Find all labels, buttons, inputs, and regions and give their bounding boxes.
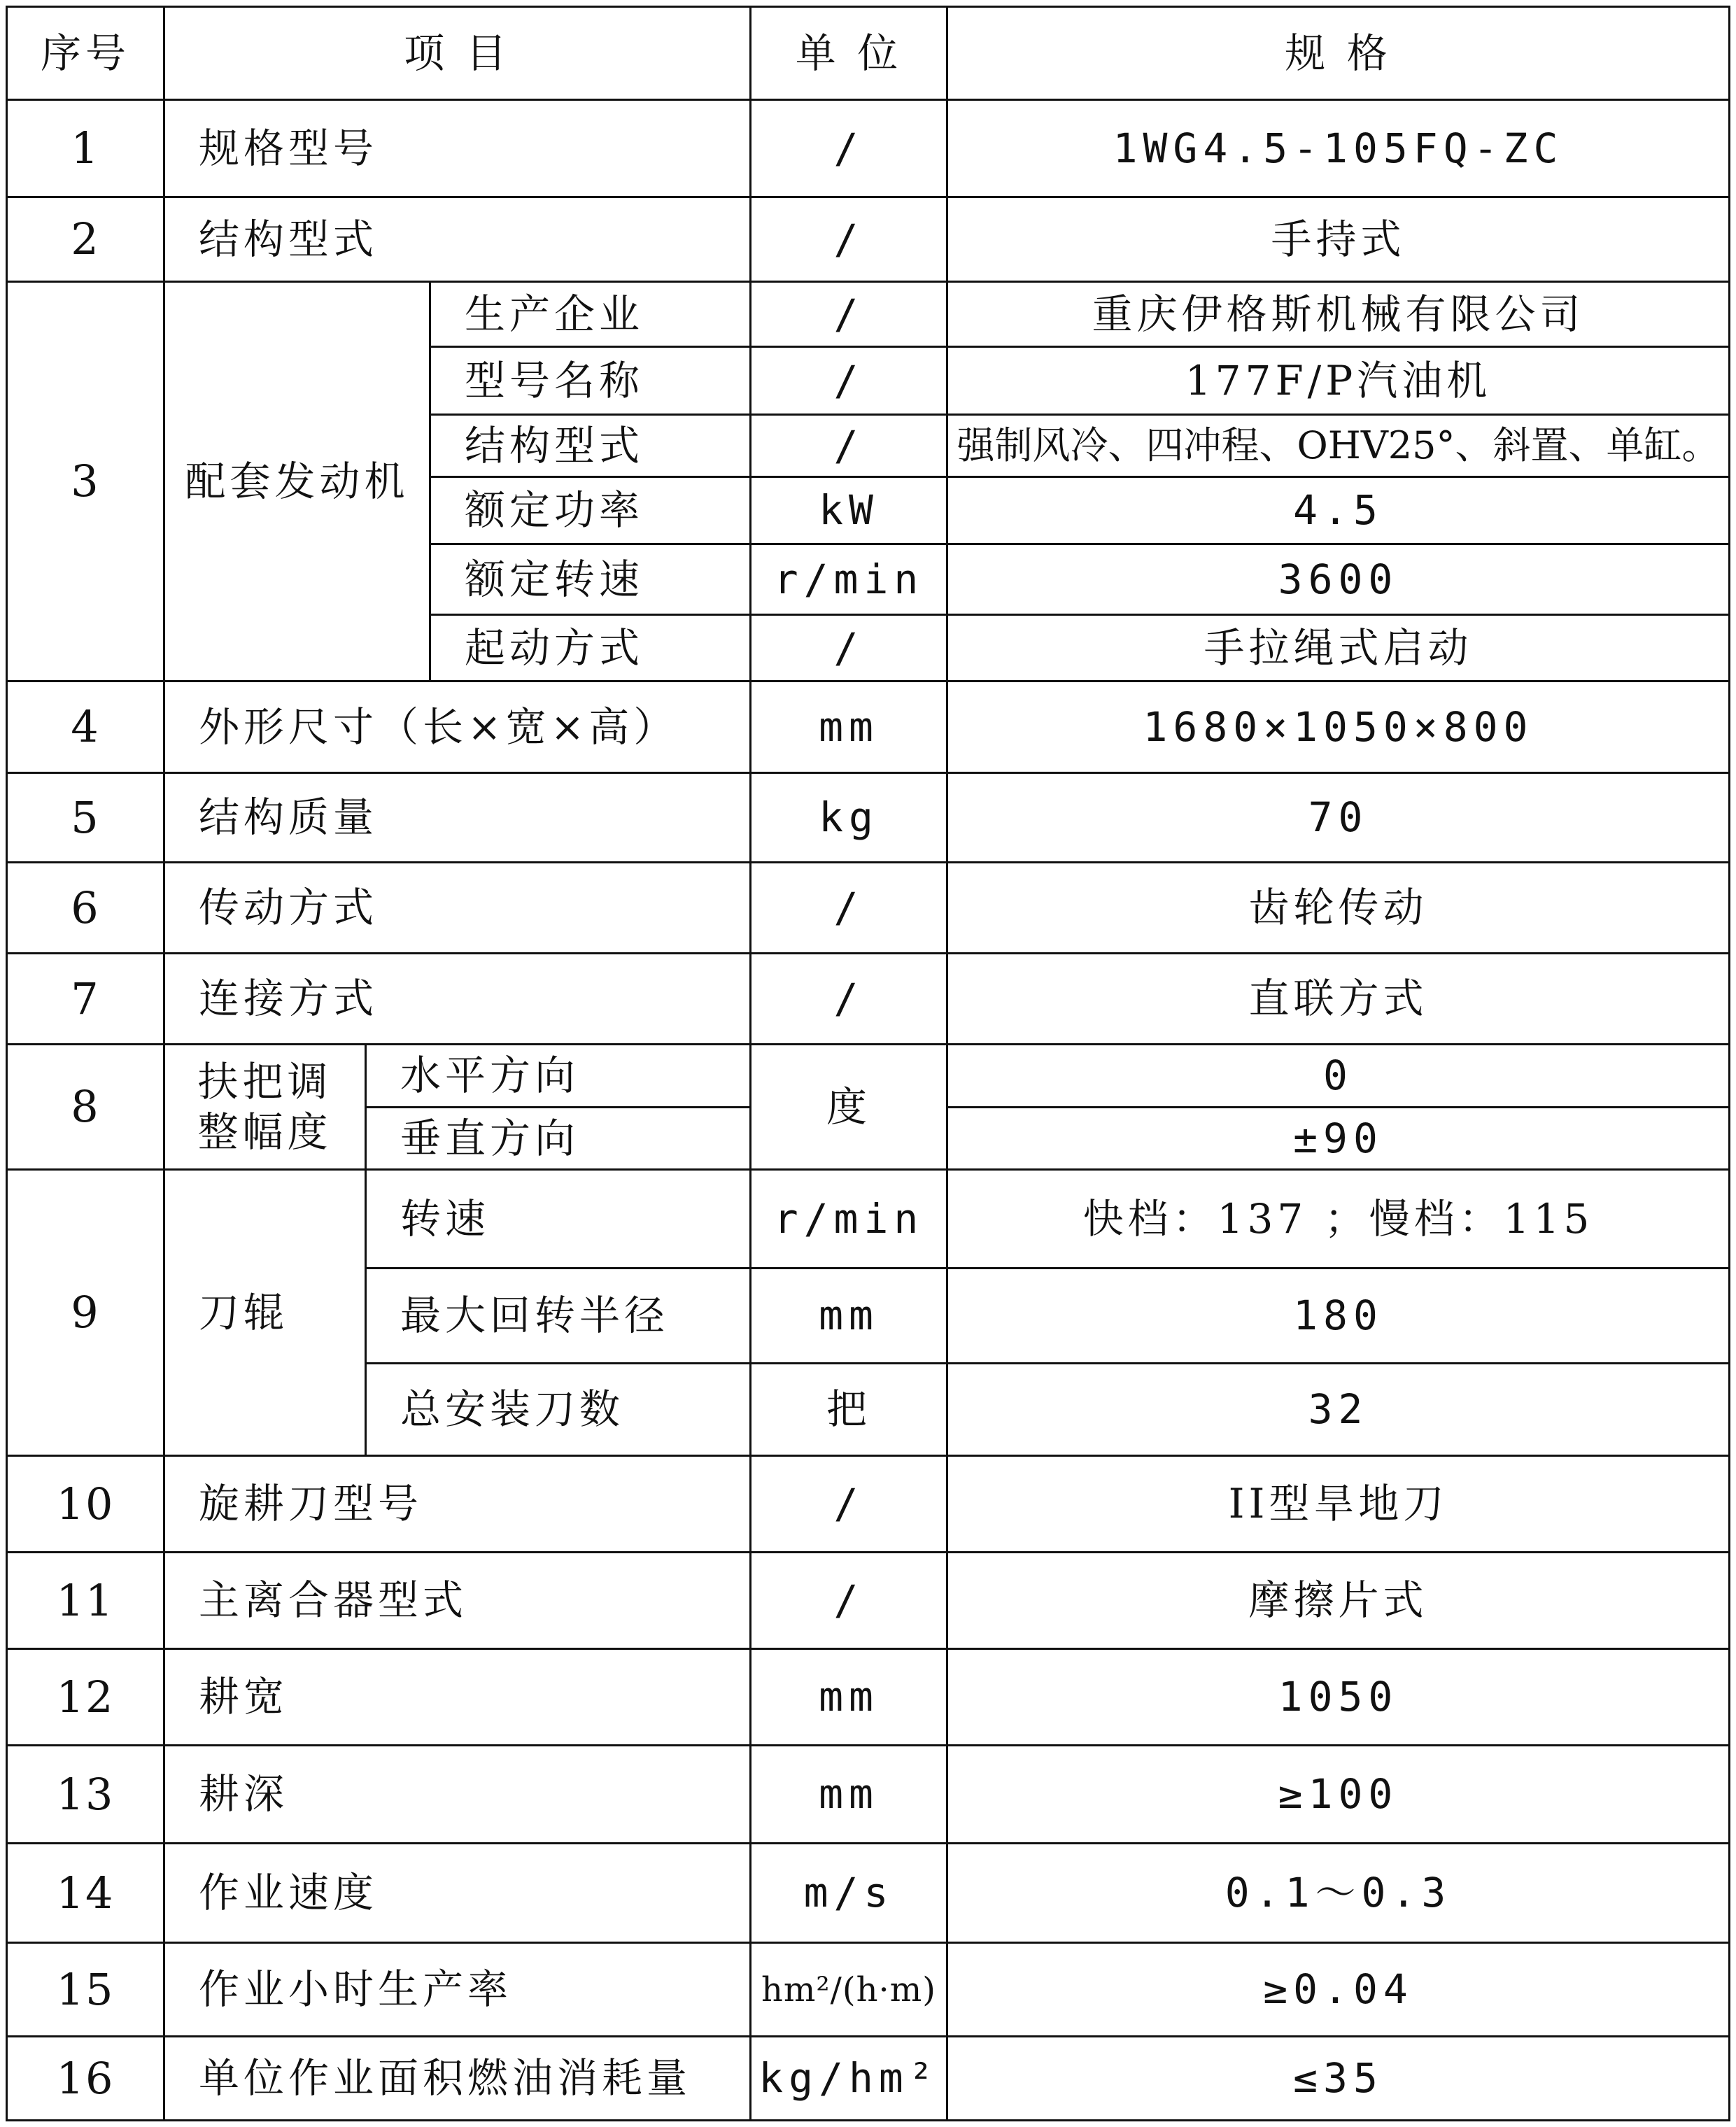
row-3-sub-3-spec: 强制风冷、四冲程、OHV25°、斜置、单缸。 bbox=[946, 414, 1730, 478]
row-1-item: 规格型号 bbox=[163, 99, 751, 198]
row-12-no: 12 bbox=[6, 1648, 165, 1746]
row-6-item: 传动方式 bbox=[163, 861, 751, 954]
row-1-no: 1 bbox=[6, 99, 165, 198]
row-13-no: 13 bbox=[6, 1744, 165, 1844]
row-5-spec: 70 bbox=[946, 772, 1730, 863]
row-13-spec: ≥100 bbox=[946, 1744, 1730, 1844]
row-5-item: 结构质量 bbox=[163, 772, 751, 863]
row-3-sub-6-unit: / bbox=[749, 614, 948, 682]
row-14-unit: m/s bbox=[749, 1842, 948, 1944]
row-3-sub-5-item: 额定转速 bbox=[429, 543, 751, 616]
header-item: 项 目 bbox=[163, 6, 751, 101]
row-3-sub-2-spec: 177F/P汽油机 bbox=[946, 346, 1730, 416]
row-4-unit: mm bbox=[749, 680, 948, 774]
row-12-item: 耕宽 bbox=[163, 1648, 751, 1746]
row-15-no: 15 bbox=[6, 1942, 165, 2037]
row-8-no: 8 bbox=[6, 1043, 165, 1171]
row-2-unit: / bbox=[749, 196, 948, 283]
row-8-sub-2-spec: ±90 bbox=[946, 1106, 1730, 1171]
row-3-sub-4-unit: kW bbox=[749, 476, 948, 545]
row-14-item: 作业速度 bbox=[163, 1842, 751, 1944]
row-3-sub-3-unit: / bbox=[749, 414, 948, 478]
row-11-unit: / bbox=[749, 1551, 948, 1650]
row-6-no: 6 bbox=[6, 861, 165, 954]
header-no: 序号 bbox=[6, 6, 165, 101]
row-1-spec: 1WG4.5-105FQ-ZC bbox=[946, 99, 1730, 198]
row-4-spec: 1680×1050×800 bbox=[946, 680, 1730, 774]
row-3-sub-4-item: 额定功率 bbox=[429, 476, 751, 545]
row-3-sub-6-item: 起动方式 bbox=[429, 614, 751, 682]
row-9-no: 9 bbox=[6, 1168, 165, 1457]
row-11-no: 11 bbox=[6, 1551, 165, 1650]
row-1-unit: / bbox=[749, 99, 948, 198]
row-8-unit: 度 bbox=[749, 1043, 948, 1171]
row-10-item: 旋耕刀型号 bbox=[163, 1455, 751, 1553]
row-8-item-line-1: 扶把调 bbox=[197, 1057, 332, 1105]
row-10-no: 10 bbox=[6, 1455, 165, 1553]
row-15-item: 作业小时生产率 bbox=[163, 1942, 751, 2037]
row-11-spec: 摩擦片式 bbox=[946, 1551, 1730, 1650]
row-8-item-line-2: 整幅度 bbox=[197, 1108, 332, 1156]
row-13-unit: mm bbox=[749, 1744, 948, 1844]
header-unit: 单 位 bbox=[749, 6, 948, 101]
row-12-unit: mm bbox=[749, 1648, 948, 1746]
row-7-item: 连接方式 bbox=[163, 952, 751, 1045]
row-3-no: 3 bbox=[6, 281, 165, 682]
row-9-sub-2-unit: mm bbox=[749, 1267, 948, 1364]
row-16-spec: ≤35 bbox=[946, 2035, 1730, 2121]
row-9-sub-1-spec: 快档：137 ；慢档：115 bbox=[946, 1168, 1730, 1269]
row-3-sub-5-spec: 3600 bbox=[946, 543, 1730, 616]
row-10-spec: II型旱地刀 bbox=[946, 1455, 1730, 1553]
row-2-spec: 手持式 bbox=[946, 196, 1730, 283]
row-16-no: 16 bbox=[6, 2035, 165, 2121]
row-3-sub-1-unit: / bbox=[749, 281, 948, 348]
row-4-item: 外形尺寸（长×宽×高） bbox=[163, 680, 751, 774]
row-9-sub-3-item: 总安装刀数 bbox=[365, 1362, 751, 1457]
row-15-spec: ≥0.04 bbox=[946, 1942, 1730, 2037]
row-2-no: 2 bbox=[6, 196, 165, 283]
row-4-no: 4 bbox=[6, 680, 165, 774]
row-3-sub-4-spec: 4.5 bbox=[946, 476, 1730, 545]
row-3-sub-1-item: 生产企业 bbox=[429, 281, 751, 348]
row-3-sub-1-spec: 重庆伊格斯机械有限公司 bbox=[946, 281, 1730, 348]
row-9-sub-2-spec: 180 bbox=[946, 1267, 1730, 1364]
row-7-unit: / bbox=[749, 952, 948, 1045]
row-16-unit: kg/hm² bbox=[749, 2035, 948, 2121]
row-9-sub-1-item: 转速 bbox=[365, 1168, 751, 1269]
row-14-no: 14 bbox=[6, 1842, 165, 1944]
row-3-sub-2-unit: / bbox=[749, 346, 948, 416]
row-8-item bbox=[163, 1043, 367, 1171]
row-9-item: 刀辊 bbox=[163, 1168, 367, 1457]
row-10-unit: / bbox=[749, 1455, 948, 1553]
row-3-item: 配套发动机 bbox=[163, 281, 431, 682]
row-6-spec: 齿轮传动 bbox=[946, 861, 1730, 954]
row-3-sub-6-spec: 手拉绳式启动 bbox=[946, 614, 1730, 682]
row-6-unit: / bbox=[749, 861, 948, 954]
row-3-sub-3-item: 结构型式 bbox=[429, 414, 751, 478]
row-9-sub-2-item: 最大回转半径 bbox=[365, 1267, 751, 1364]
row-8-sub-1-spec: 0 bbox=[946, 1043, 1730, 1108]
row-12-spec: 1050 bbox=[946, 1648, 1730, 1746]
row-3-sub-5-unit: r/min bbox=[749, 543, 948, 616]
row-8-sub-2-item: 垂直方向 bbox=[365, 1106, 751, 1171]
row-9-sub-3-unit: 把 bbox=[749, 1362, 948, 1457]
row-9-sub-1-unit: r/min bbox=[749, 1168, 948, 1269]
row-2-item: 结构型式 bbox=[163, 196, 751, 283]
row-15-unit: hm²/(h·m) bbox=[749, 1942, 948, 2037]
row-14-spec: 0.1～0.3 bbox=[946, 1842, 1730, 1944]
row-9-sub-3-spec: 32 bbox=[946, 1362, 1730, 1457]
row-5-unit: kg bbox=[749, 772, 948, 863]
row-7-spec: 直联方式 bbox=[946, 952, 1730, 1045]
row-3-sub-2-item: 型号名称 bbox=[429, 346, 751, 416]
row-7-no: 7 bbox=[6, 952, 165, 1045]
row-13-item: 耕深 bbox=[163, 1744, 751, 1844]
row-8-sub-1-item: 水平方向 bbox=[365, 1043, 751, 1108]
row-11-item: 主离合器型式 bbox=[163, 1551, 751, 1650]
row-16-item: 单位作业面积燃油消耗量 bbox=[163, 2035, 751, 2121]
header-spec: 规 格 bbox=[946, 6, 1730, 101]
row-5-no: 5 bbox=[6, 772, 165, 863]
